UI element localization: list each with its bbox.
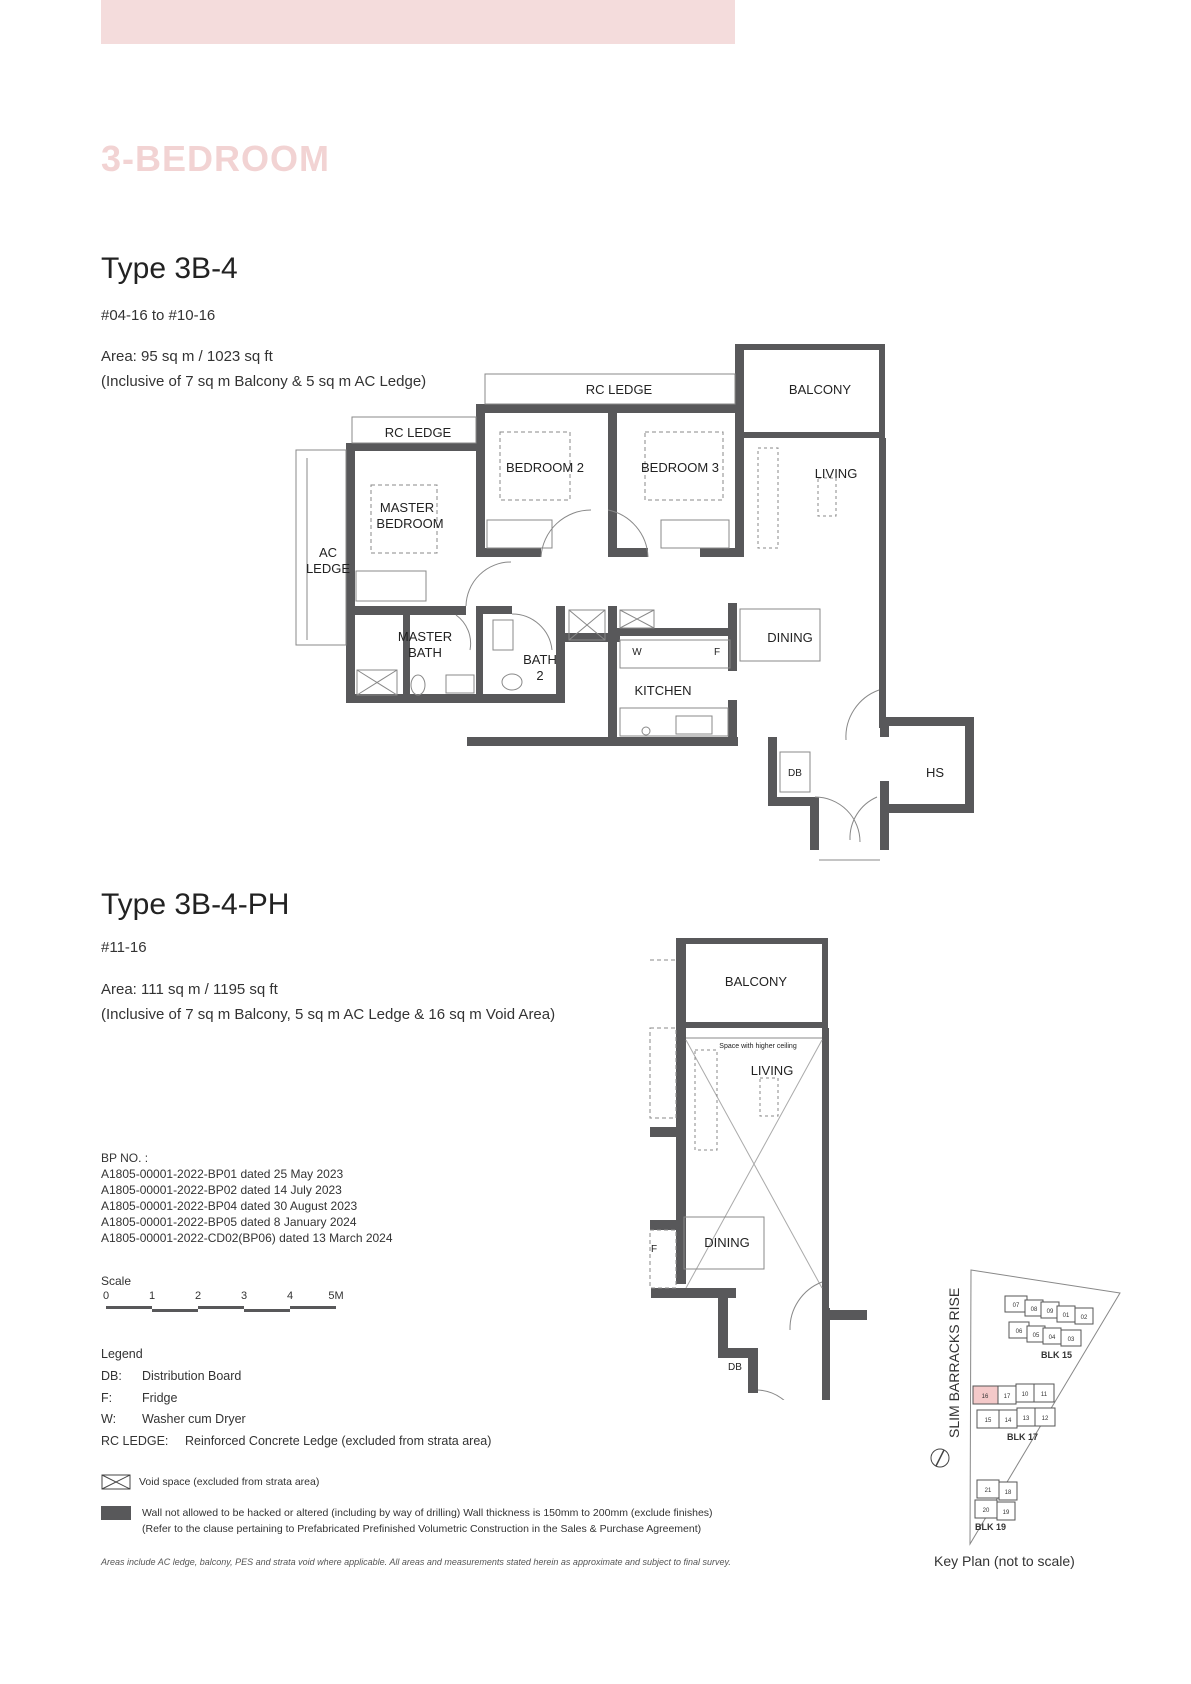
plan-a-label-rc-ledge-top: RC LEDGE bbox=[585, 382, 653, 397]
plan-b-label-fridge: F bbox=[650, 1244, 658, 1255]
section-title: 3-BEDROOM bbox=[101, 138, 331, 179]
legend-item-fridge bbox=[101, 1391, 177, 1405]
key-unit: 20 bbox=[982, 1508, 990, 1514]
wall-symbol-icon bbox=[101, 1506, 131, 1520]
plan-a-title: Type 3B-4 bbox=[101, 252, 238, 285]
bp-line: A1805-00001-2022-BP01 dated 25 May 2023 bbox=[101, 1167, 344, 1181]
plan-b-area-line2: (Inclusive of 7 sq m Balcony, 5 sq m AC Ledge & 16 sq m Void Area) bbox=[101, 1006, 556, 1023]
key-road-label: SLIM BARRACKS RISE bbox=[946, 1287, 962, 1438]
legend-desc: Reinforced Concrete Ledge (excluded from strata area) bbox=[185, 1434, 492, 1448]
plan-b-label-ceiling-note: Space with higher ceiling bbox=[719, 1043, 797, 1050]
plan-a-label-fridge: F bbox=[713, 647, 721, 658]
legend-wall bbox=[101, 1505, 713, 1537]
bp-line: A1805-00001-2022-BP02 dated 14 July 2023 bbox=[101, 1183, 342, 1197]
plan-a-label-master-bath-2: BATH bbox=[408, 645, 442, 660]
plan-a-label-db: DB bbox=[788, 768, 802, 779]
bp-numbers bbox=[101, 1150, 393, 1246]
legend-key: W: bbox=[101, 1412, 117, 1426]
key-unit: 19 bbox=[1002, 1510, 1010, 1516]
plan-a-area-line2: (Inclusive of 7 sq m Balcony & 5 sq m AC Ledge) bbox=[101, 373, 427, 390]
plan-a-label-master-1: MASTER bbox=[379, 500, 435, 515]
plan-a-label-dining: DINING bbox=[767, 630, 813, 645]
key-unit: 09 bbox=[1046, 1309, 1054, 1315]
legend-item-db bbox=[101, 1369, 241, 1383]
legend-desc: Fridge bbox=[142, 1391, 178, 1405]
legend-desc: Washer cum Dryer bbox=[142, 1412, 246, 1426]
footnote: Areas include AC ledge, balcony, PES and strata void where applicable. All areas and measurements stated herein as approximate and subject to final survey. bbox=[101, 1557, 731, 1567]
scale-tick-0: 0 bbox=[102, 1290, 110, 1302]
key-unit: 07 bbox=[1012, 1303, 1020, 1309]
key-unit: 17 bbox=[1003, 1394, 1011, 1400]
key-blk15: BLK 15 bbox=[1041, 1350, 1073, 1360]
north-arrow-icon bbox=[931, 1449, 949, 1467]
bp-line: A1805-00001-2022-BP04 dated 30 August 2023 bbox=[101, 1199, 358, 1213]
plan-a-label-bedroom2: BEDROOM 2 bbox=[505, 460, 585, 475]
plan-a-label-rc-ledge-left: RC LEDGE bbox=[384, 425, 452, 440]
key-unit: 03 bbox=[1067, 1337, 1075, 1343]
scale-title: Scale bbox=[101, 1274, 132, 1288]
scale-tick-2: 2 bbox=[194, 1290, 202, 1302]
plan-a-label-bath2-1: BATH bbox=[523, 652, 557, 667]
plan-a-label-balcony: BALCONY bbox=[788, 382, 852, 397]
plan-b-label-db: DB bbox=[728, 1362, 742, 1373]
key-plan-caption: Key Plan (not to scale) bbox=[934, 1553, 1075, 1569]
scale-bar bbox=[96, 1288, 356, 1318]
plan-a-label-kitchen: KITCHEN bbox=[634, 683, 692, 698]
legend-key: RC LEDGE: bbox=[101, 1434, 169, 1448]
legend-wall-line1: Wall not allowed to be hacked or altered (including by way of drilling) Wall thickness is 150mm to 200mm (exclude finishes) bbox=[142, 1507, 713, 1519]
key-unit: 12 bbox=[1041, 1416, 1049, 1422]
legend-void bbox=[101, 1474, 319, 1490]
legend-key: DB: bbox=[101, 1369, 122, 1383]
plan-a-label-master-2: BEDROOM bbox=[376, 516, 444, 531]
key-unit: 21 bbox=[984, 1488, 992, 1494]
key-plan bbox=[925, 1268, 1135, 1548]
legend-desc: Distribution Board bbox=[142, 1369, 242, 1383]
legend-void-text: Void space (excluded from strata area) bbox=[139, 1475, 320, 1488]
plan-a-label-washer: W bbox=[632, 647, 642, 658]
legend-wall-line2: (Refer to the clause pertaining to Prefabricated Prefinished Volumetric Construction in the Sales & Purchase Agreement) bbox=[142, 1523, 702, 1535]
scale-tick-1: 1 bbox=[148, 1290, 156, 1302]
plan-a-label-ac-2: LEDGE bbox=[305, 561, 351, 576]
plan-a-area-line1: Area: 95 sq m / 1023 sq ft bbox=[101, 348, 273, 365]
key-plan-blocks bbox=[973, 1296, 1093, 1520]
plan-a-label-living: LIVING bbox=[814, 466, 858, 481]
key-unit: 01 bbox=[1062, 1313, 1070, 1319]
key-unit: 15 bbox=[984, 1418, 992, 1424]
plan-a-label-hs: HS bbox=[925, 765, 945, 780]
bp-title: BP NO. : bbox=[101, 1151, 149, 1165]
bp-line: A1805-00001-2022-CD02(BP06) dated 13 March 2024 bbox=[101, 1231, 393, 1245]
key-unit: 04 bbox=[1048, 1335, 1056, 1341]
plan-a-label-master-bath-1: MASTER bbox=[397, 629, 453, 644]
key-unit: 10 bbox=[1021, 1392, 1029, 1398]
scale-tick-5: 5M bbox=[328, 1290, 344, 1302]
key-blk17: BLK 17 bbox=[1007, 1432, 1039, 1442]
plan-b-label-balcony: BALCONY bbox=[724, 974, 788, 989]
void-symbol-icon bbox=[101, 1474, 131, 1490]
key-unit: 16 bbox=[981, 1394, 989, 1400]
key-unit: 14 bbox=[1004, 1418, 1012, 1424]
plan-a-label-ac-1: AC bbox=[318, 545, 338, 560]
plan-a-unit-numbers: #04-16 to #10-16 bbox=[101, 307, 216, 324]
key-unit: 11 bbox=[1040, 1392, 1048, 1398]
plan-b-area-line1: Area: 111 sq m / 1195 sq ft bbox=[101, 981, 278, 998]
key-unit: 13 bbox=[1022, 1416, 1030, 1422]
key-unit: 05 bbox=[1032, 1333, 1040, 1339]
legend-key: F: bbox=[101, 1391, 113, 1405]
plan-b-unit-numbers: #11-16 bbox=[101, 939, 147, 956]
plan-b-walls bbox=[650, 938, 867, 1400]
legend-title: Legend bbox=[101, 1347, 143, 1361]
plan-a-label-bedroom3: BEDROOM 3 bbox=[640, 460, 720, 475]
plan-b-title: Type 3B-4-PH bbox=[101, 888, 290, 921]
plan-b-label-living: LIVING bbox=[750, 1063, 794, 1078]
key-unit: 18 bbox=[1004, 1490, 1012, 1496]
key-unit: 06 bbox=[1015, 1329, 1023, 1335]
bp-line: A1805-00001-2022-BP05 dated 8 January 2024 bbox=[101, 1215, 357, 1229]
legend-item-rc-ledge bbox=[101, 1434, 491, 1448]
plan-b-label-dining: DINING bbox=[704, 1235, 750, 1250]
scale-tick-3: 3 bbox=[240, 1290, 248, 1302]
key-blk19: BLK 19 bbox=[975, 1522, 1007, 1532]
plan-a-walls bbox=[346, 344, 974, 850]
scale-tick-4: 4 bbox=[286, 1290, 294, 1302]
key-unit: 02 bbox=[1080, 1315, 1088, 1321]
plan-a-label-bath2-2: 2 bbox=[536, 668, 544, 683]
legend-item-washer bbox=[101, 1412, 246, 1426]
key-unit: 08 bbox=[1030, 1307, 1038, 1313]
